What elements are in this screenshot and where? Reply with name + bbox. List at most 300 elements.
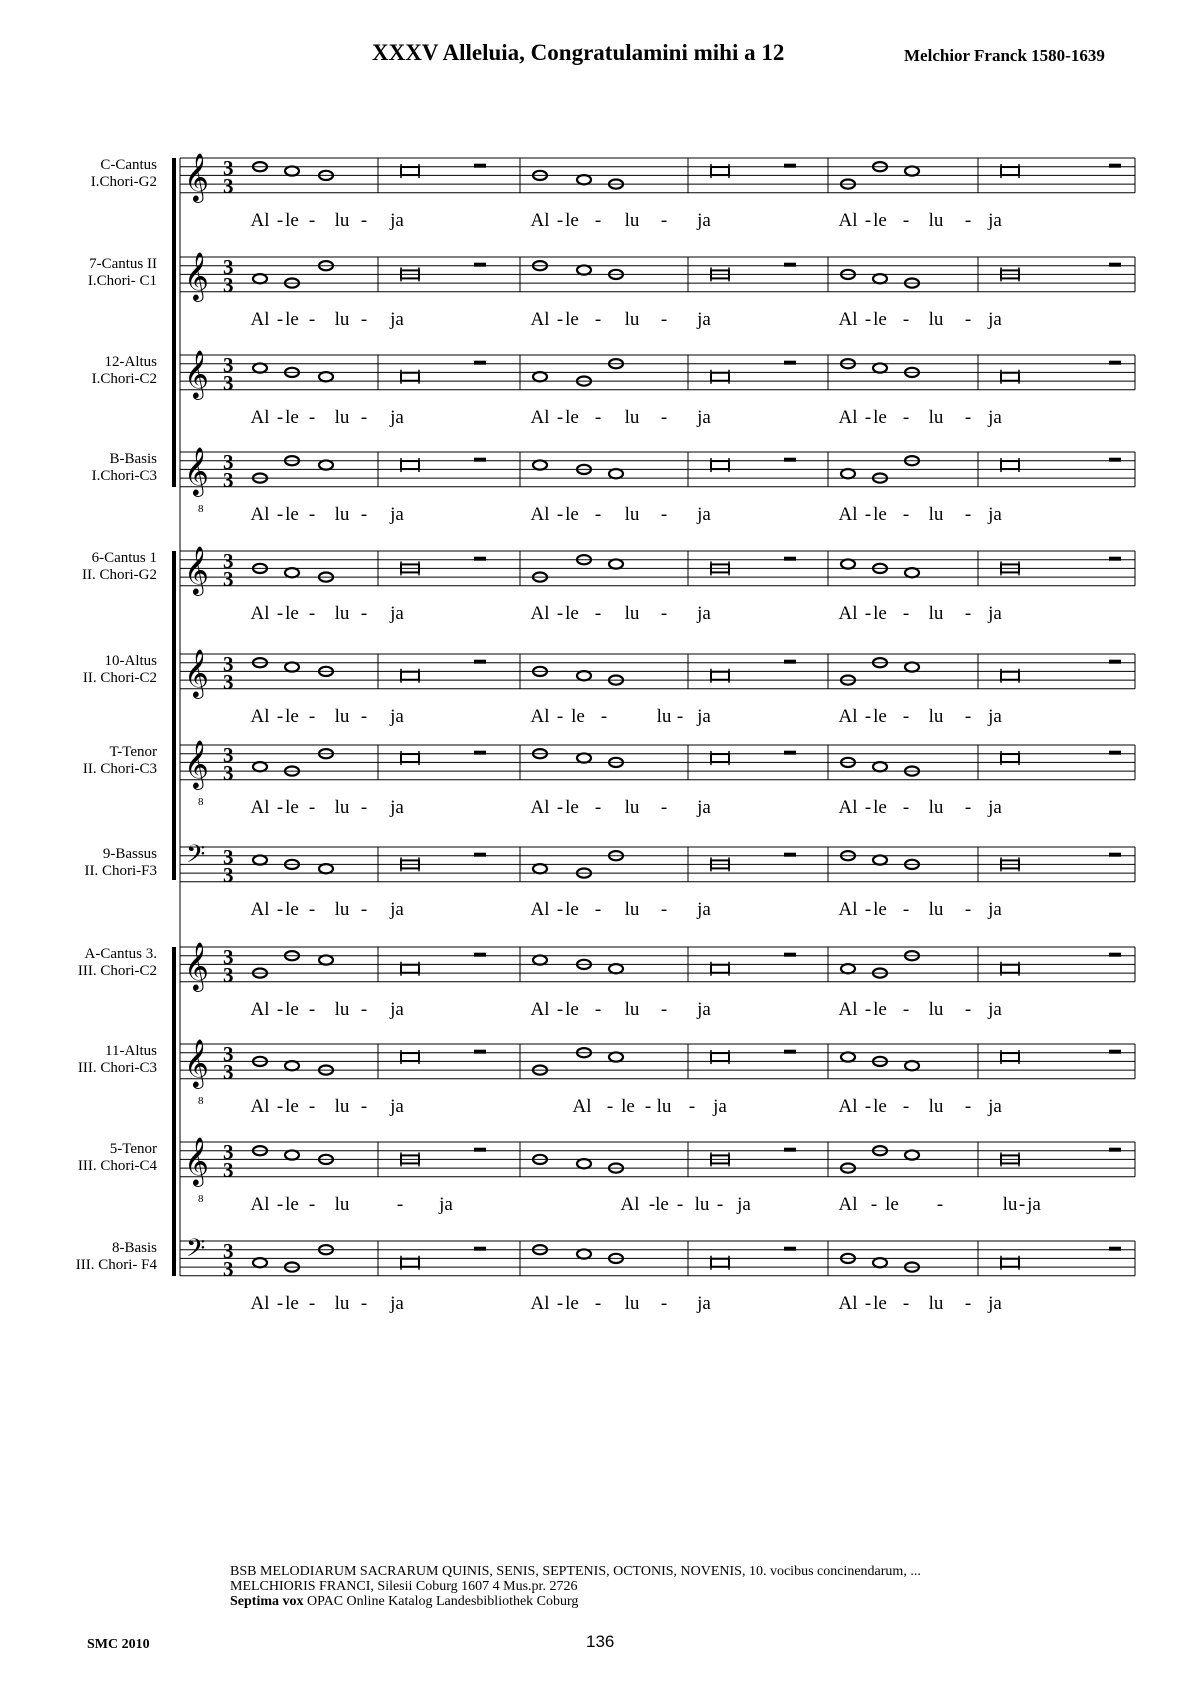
breve-note (711, 965, 729, 973)
lyric-syllable: ja (713, 1096, 727, 1117)
lyric-syllable: - (902, 999, 910, 1020)
staff-4 (180, 446, 1135, 525)
whole-note (285, 1061, 299, 1070)
lyric-syllable: - (902, 603, 910, 624)
lyric-syllable: le (621, 1096, 635, 1117)
lyric-syllable: - (660, 504, 668, 525)
lyric-syllable: lu (624, 797, 640, 818)
lyric-syllable: lu (624, 309, 640, 330)
lyric-syllable: - (964, 309, 972, 330)
lyric-syllable: ja (439, 1194, 453, 1215)
lyric-syllable: le (285, 309, 299, 330)
staff-label-line: T-Tenor (109, 744, 157, 760)
staff-8 (180, 840, 1135, 920)
lyric-syllable: le (565, 603, 579, 624)
whole-note (577, 265, 591, 274)
lyric-syllable: ja (390, 407, 404, 428)
lyric-syllable: - (360, 407, 368, 428)
lyric-syllable: le (285, 1293, 299, 1314)
staff-label-line: A-Cantus 3. (84, 946, 157, 962)
time-signature: 3 (223, 845, 234, 869)
whole-note (905, 662, 919, 671)
lyric-syllable: Al (838, 1293, 858, 1314)
lyric-syllable: Al (250, 407, 270, 428)
lyric-syllable: le (873, 309, 887, 330)
staff-label-line: II. Chori-F3 (84, 863, 157, 879)
staff-11 (180, 1136, 1135, 1215)
breve-note (711, 167, 729, 175)
lyric-syllable: - (594, 407, 602, 428)
rest (1109, 361, 1121, 365)
lyric-syllable: le (873, 407, 887, 428)
lyric-syllable: lu (928, 899, 944, 920)
lyric-syllable: lu (928, 1096, 944, 1117)
lyric-syllable: - (902, 210, 910, 231)
lyric-syllable: - (676, 706, 684, 727)
lyric-syllable: le (655, 1194, 669, 1215)
staff-label-line: 10-Altus (104, 653, 157, 669)
lyric-syllable: - (556, 706, 564, 727)
lyric-syllable: - (276, 999, 284, 1020)
lyric-syllable: ja (988, 1096, 1002, 1117)
time-signature: 3 (223, 371, 234, 395)
rest (474, 361, 486, 365)
breve-note (401, 1259, 419, 1267)
lyric-syllable: - (600, 706, 608, 727)
lyric-syllable: lu (334, 1096, 350, 1117)
treble-clef-icon: 𝄞 (184, 251, 209, 300)
lyric-syllable: - (360, 797, 368, 818)
lyric-syllable: Al (250, 706, 270, 727)
rest (474, 1247, 486, 1251)
lyric-syllable: Al (530, 706, 550, 727)
whole-note (905, 1061, 919, 1070)
lyric-syllable: le (285, 1096, 299, 1117)
lyric-syllable: - (308, 1096, 316, 1117)
whole-note (319, 372, 333, 381)
rest (1109, 164, 1121, 168)
staff-6 (180, 648, 1135, 727)
breve-note (711, 373, 729, 381)
staff-1 (180, 152, 1135, 231)
composer-credit: Melchior Franck 1580-1639 (904, 46, 1105, 65)
staff-label-line: 8-Basis (112, 1240, 157, 1256)
staff-3 (180, 349, 1135, 428)
lyric-syllable: ja (390, 999, 404, 1020)
octave-mark: 8 (198, 503, 204, 515)
lyric-syllable: ja (988, 407, 1002, 428)
lyric-syllable: ja (697, 407, 711, 428)
lyric-syllable: - (594, 999, 602, 1020)
staff-7 (180, 739, 1135, 818)
lyric-syllable: Al (572, 1096, 592, 1117)
page-title: XXXV Alleluia, Congratulamini mihi a 12 (372, 40, 785, 65)
lyric-syllable: lu (334, 797, 350, 818)
lyric-syllable: ja (697, 797, 711, 818)
lyric-syllable: - (660, 407, 668, 428)
rest (784, 1148, 796, 1152)
breve-note (711, 672, 729, 680)
lyric-syllable: Al (530, 603, 550, 624)
lyric-syllable: Al (838, 309, 858, 330)
lyric-syllable: - (660, 603, 668, 624)
footer-voice: Septima vox (230, 1594, 304, 1609)
whole-note (577, 753, 591, 762)
lyric-syllable: le (285, 706, 299, 727)
staff-9 (180, 941, 1135, 1020)
time-signature: 3 (223, 743, 234, 767)
breve-note (1001, 672, 1019, 680)
breve-note (1001, 167, 1019, 175)
lyric-syllable: - (936, 1194, 944, 1215)
rest (1109, 1148, 1121, 1152)
lyric-syllable: - (964, 797, 972, 818)
lyric-syllable: Al (838, 407, 858, 428)
lyric-syllable: - (556, 407, 564, 428)
lyric-syllable: Al (530, 797, 550, 818)
lyric-syllable: lu (624, 210, 640, 231)
rest (474, 1148, 486, 1152)
lyric-syllable: lu (624, 999, 640, 1020)
whole-note (841, 559, 855, 568)
time-signature: 3 (223, 255, 234, 279)
lyric-syllable: - (864, 899, 872, 920)
breve-note (401, 754, 419, 762)
lyric-syllable: - (648, 1194, 656, 1215)
whole-note (533, 955, 547, 964)
whole-note (905, 166, 919, 175)
breve-note (401, 461, 419, 469)
time-signature: 3 (223, 549, 234, 573)
lyric-syllable: lu (334, 1293, 350, 1314)
treble-clef-icon: 𝄞 (184, 349, 209, 398)
lyric-syllable: - (594, 603, 602, 624)
lyric-syllable: Al (530, 309, 550, 330)
lyric-syllable: - (308, 309, 316, 330)
lyric-syllable: lu (928, 603, 944, 624)
whole-note (577, 1159, 591, 1168)
staff-2 (180, 251, 1135, 330)
lyric-syllable: - (276, 407, 284, 428)
lyric-syllable: - (594, 1293, 602, 1314)
rest (474, 557, 486, 561)
lyric-syllable: Al (250, 999, 270, 1020)
lyric-syllable: - (964, 999, 972, 1020)
choir-bracket (172, 551, 176, 880)
lyric-syllable: ja (697, 309, 711, 330)
lyric-syllable: - (556, 899, 564, 920)
time-signature: 3 (223, 1257, 234, 1281)
lyric-syllable: - (556, 504, 564, 525)
lyric-syllable: - (594, 309, 602, 330)
time-signature: 3 (223, 863, 234, 887)
lyric-syllable: - (556, 309, 564, 330)
staff-label-line: I.Chori-G2 (90, 174, 157, 190)
octave-mark: 8 (198, 796, 204, 808)
lyric-syllable: - (660, 999, 668, 1020)
lyric-syllable: Al (250, 309, 270, 330)
lyric-syllable: - (864, 210, 872, 231)
rest (1109, 1247, 1121, 1251)
lyric-syllable: - (606, 1096, 614, 1117)
lyric-syllable: - (594, 899, 602, 920)
lyric-syllable: Al (838, 706, 858, 727)
lyric-syllable: - (360, 706, 368, 727)
lyric-syllable: ja (988, 1293, 1002, 1314)
lyric-syllable: ja (697, 706, 711, 727)
lyric-syllable: ja (390, 1096, 404, 1117)
lyric-syllable: ja (390, 1293, 404, 1314)
time-signature: 3 (223, 468, 234, 492)
lyric-syllable: le (885, 1194, 899, 1215)
rest (784, 1050, 796, 1054)
rest (784, 853, 796, 857)
rest (1109, 953, 1121, 957)
lyric-syllable: - (308, 706, 316, 727)
whole-note (841, 1052, 855, 1061)
whole-note (577, 671, 591, 680)
lyric-syllable: - (902, 1096, 910, 1117)
lyric-syllable: - (964, 1096, 972, 1117)
lyric-syllable: - (864, 407, 872, 428)
lyric-syllable: - (864, 797, 872, 818)
lyric-syllable: Al (250, 603, 270, 624)
footer-catalog-line (230, 1594, 921, 1609)
lyric-syllable: - (308, 504, 316, 525)
whole-note (253, 274, 267, 283)
treble-clef-icon: 𝄞 (184, 152, 209, 201)
lyric-syllable: - (902, 706, 910, 727)
whole-note (319, 955, 333, 964)
lyric-syllable: - (276, 210, 284, 231)
lyric-syllable: - (308, 1293, 316, 1314)
lyric-syllable: le (565, 407, 579, 428)
lyric-syllable: le (565, 899, 579, 920)
lyric-syllable: - (676, 1194, 684, 1215)
staff-label-line: II. Chori-G2 (82, 567, 157, 583)
staff-5 (180, 545, 1135, 624)
lyric-syllable: le (285, 504, 299, 525)
choir-bracket (172, 158, 176, 487)
time-signature: 3 (223, 761, 234, 785)
lyric-syllable: ja (390, 210, 404, 231)
whole-note (253, 363, 267, 372)
lyric-syllable: - (964, 504, 972, 525)
rest (474, 263, 486, 267)
lyric-syllable: le (285, 407, 299, 428)
lyric-syllable: - (594, 504, 602, 525)
lyric-syllable: lu (928, 999, 944, 1020)
choir-bracket (172, 947, 176, 1276)
rest (1109, 751, 1121, 755)
lyric-syllable: ja (390, 504, 404, 525)
whole-note (905, 568, 919, 577)
lyric-syllable: le (565, 210, 579, 231)
breve-note (1001, 1053, 1019, 1061)
page-number: 136 (586, 1632, 615, 1651)
time-signature: 3 (223, 450, 234, 474)
staff-label-line: I.Chori-C2 (91, 371, 157, 387)
rest (784, 458, 796, 462)
lyric-syllable: - (594, 797, 602, 818)
time-signature: 3 (223, 1060, 234, 1084)
staff-label-line: C-Cantus (100, 157, 157, 173)
staff-label-line: 6-Cantus 1 (91, 550, 157, 566)
lyric-syllable: - (964, 1293, 972, 1314)
lyric-syllable: - (276, 603, 284, 624)
lyric-syllable: - (864, 603, 872, 624)
lyric-syllable: le (873, 999, 887, 1020)
breve-note (401, 167, 419, 175)
lyric-syllable: Al (250, 1096, 270, 1117)
whole-note (609, 964, 623, 973)
breve-note (711, 1053, 729, 1061)
lyric-syllable: ja (697, 504, 711, 525)
staff-label-line: III. Chori- F4 (75, 1257, 157, 1273)
lyric-syllable: Al (838, 504, 858, 525)
breve-note (1001, 373, 1019, 381)
breve-note (1001, 461, 1019, 469)
lyric-syllable: le (285, 797, 299, 818)
lyric-syllable: - (276, 706, 284, 727)
rest (1109, 557, 1121, 561)
lyric-syllable: - (864, 999, 872, 1020)
lyric-syllable: Al (250, 210, 270, 231)
lyric-syllable: ja (697, 210, 711, 231)
lyric-syllable: lu (334, 504, 350, 525)
lyric-syllable: - (276, 1096, 284, 1117)
lyric-syllable: Al (530, 504, 550, 525)
lyric-syllable: lu (334, 603, 350, 624)
staff-10 (180, 1038, 1135, 1117)
lyric-syllable: Al (530, 1293, 550, 1314)
lyric-syllable: lu (624, 603, 640, 624)
lyric-syllable: le (285, 1194, 299, 1215)
lyric-syllable: ja (390, 899, 404, 920)
lyric-syllable: lu (694, 1194, 710, 1215)
lyric-syllable: - (902, 899, 910, 920)
lyric-syllable: - (688, 1096, 696, 1117)
lyric-syllable: le (873, 1096, 887, 1117)
lyric-syllable: - (556, 1293, 564, 1314)
lyric-syllable: - (276, 797, 284, 818)
lyric-syllable: - (360, 603, 368, 624)
lyric-syllable: Al (530, 999, 550, 1020)
rest (784, 751, 796, 755)
lyric-syllable: ja (390, 309, 404, 330)
lyric-syllable: - (902, 309, 910, 330)
lyric-syllable: lu (624, 504, 640, 525)
whole-note (253, 855, 267, 864)
treble-clef-icon: 𝄞 (184, 739, 209, 788)
time-signature: 3 (223, 353, 234, 377)
footer-source-line: BSB MELODIARUM SACRARUM QUINIS, SENIS, SEPTENIS, OCTONIS, NOVENIS, 10. vocibus concinendarum, ... (230, 1564, 921, 1579)
lyric-syllable: lu (334, 407, 350, 428)
lyric-syllable: lu (334, 309, 350, 330)
rest (474, 953, 486, 957)
lyric-syllable: - (864, 1096, 872, 1117)
lyric-syllable: lu (1002, 1194, 1018, 1215)
lyric-syllable: Al (250, 1293, 270, 1314)
lyric-syllable: ja (390, 706, 404, 727)
lyric-syllable: - (964, 603, 972, 624)
lyric-syllable: - (360, 309, 368, 330)
lyric-syllable: - (276, 1194, 284, 1215)
lyric-syllable: ja (988, 899, 1002, 920)
lyric-syllable: - (360, 999, 368, 1020)
lyric-syllable: - (276, 1293, 284, 1314)
lyric-syllable: - (360, 1293, 368, 1314)
whole-note (285, 166, 299, 175)
lyric-syllable: le (565, 797, 579, 818)
lyric-syllable: - (396, 1194, 404, 1215)
lyric-syllable: ja (988, 999, 1002, 1020)
breve-note (401, 965, 419, 973)
rest (1109, 263, 1121, 267)
lyric-syllable: ja (988, 797, 1002, 818)
whole-note (873, 762, 887, 771)
staff-label-line: III. Chori-C3 (77, 1060, 157, 1076)
treble-clef-icon: 𝄞 (184, 545, 209, 594)
lyric-syllable: lu (334, 899, 350, 920)
whole-note (533, 460, 547, 469)
whole-note (873, 1258, 887, 1267)
lyric-syllable: Al (838, 999, 858, 1020)
rest (784, 1247, 796, 1251)
octave-mark: 8 (198, 1193, 204, 1205)
whole-note (873, 363, 887, 372)
rest (784, 953, 796, 957)
staff-label-line: I.Chori- C1 (87, 273, 157, 289)
rest (784, 557, 796, 561)
whole-note (577, 1249, 591, 1258)
rest (1109, 853, 1121, 857)
rest (784, 660, 796, 664)
lyric-syllable: le (565, 1293, 579, 1314)
footer-edition-line: MELCHIORIS FRANCI, Silesii Coburg 1607 4 Mus.pr. 2726 (230, 1579, 578, 1594)
breve-note (401, 1053, 419, 1061)
rest (1109, 660, 1121, 664)
lyric-syllable: le (285, 899, 299, 920)
time-signature: 3 (223, 1239, 234, 1263)
lyric-syllable: lu (928, 797, 944, 818)
rest (474, 1050, 486, 1054)
lyric-syllable: ja (737, 1194, 751, 1215)
whole-note (609, 559, 623, 568)
staff-label-line: 7-Cantus II (89, 256, 157, 272)
rest (1109, 1050, 1121, 1054)
rest (784, 164, 796, 168)
lyric-syllable: lu (624, 1293, 640, 1314)
whole-note (285, 568, 299, 577)
lyric-syllable: - (660, 797, 668, 818)
rest (474, 853, 486, 857)
lyric-syllable: - (556, 797, 564, 818)
whole-note (285, 1150, 299, 1159)
whole-note (533, 372, 547, 381)
lyric-syllable: ja (1027, 1194, 1041, 1215)
whole-note (905, 1150, 919, 1159)
lyric-syllable: le (565, 504, 579, 525)
whole-note (533, 864, 547, 873)
time-signature: 3 (223, 1158, 234, 1182)
lyric-syllable: le (571, 706, 585, 727)
staff-label-line: III. Chori-C4 (77, 1158, 157, 1174)
octave-mark: 8 (198, 1095, 204, 1107)
lyric-syllable: - (276, 504, 284, 525)
lyric-syllable: le (565, 309, 579, 330)
lyric-syllable: - (556, 210, 564, 231)
